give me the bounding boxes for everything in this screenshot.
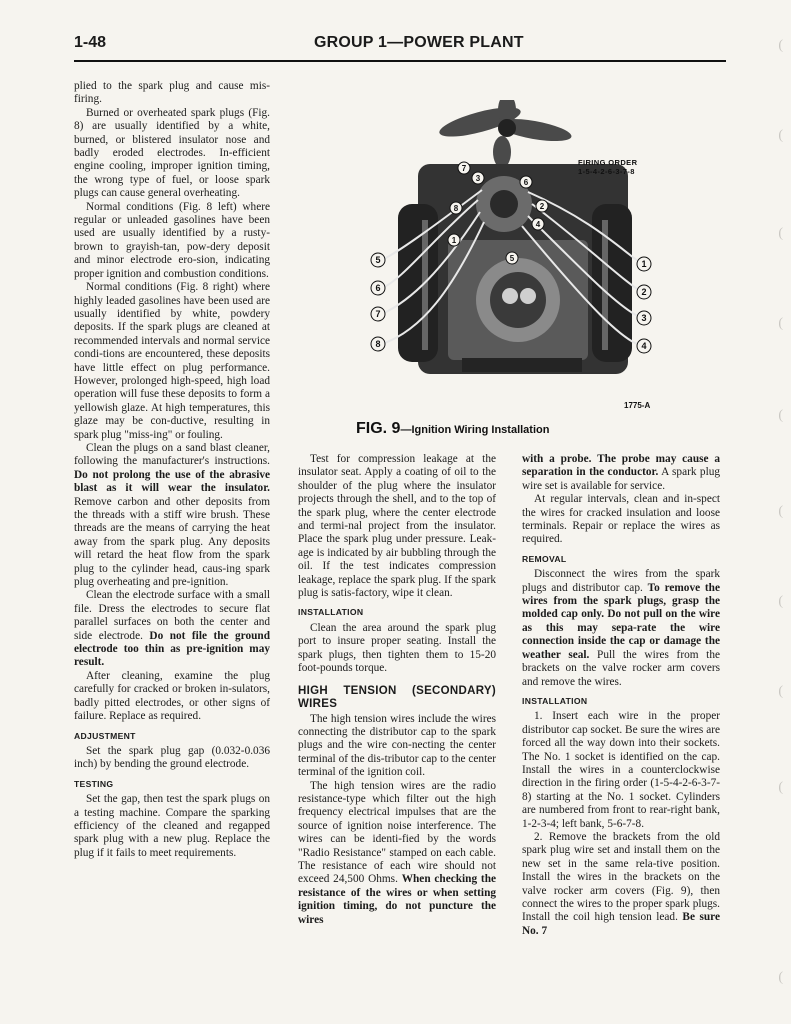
figure-number: FIG. 9 bbox=[356, 420, 401, 437]
svg-text:2: 2 bbox=[539, 202, 545, 211]
text-column-2 bbox=[298, 453, 496, 927]
subheading-adjustment: ADJUSTMENT bbox=[74, 730, 136, 741]
paragraph: Normal conditions (Fig. 8 right) where highly leaded gasolines have been used are usually identified by white, powdery deposits. If the spark plugs are cleaned at recommended intervals and normal service condi-tions are encountered, these deposits have little effect on plug performance. However, prolonged high-speed, high load operation will fuse these deposits to form a yellowish glaze. At high temperatures, this glaze may be con-ductive, resulting in spark plug "miss-ing" or fouling. bbox=[74, 281, 270, 441]
warning-text: Do not file the ground electrode too thin as pre-ignition may result. bbox=[74, 629, 270, 669]
figure-caption-text: —Ignition Wiring Installation bbox=[400, 424, 550, 436]
paragraph: The high tension wires are the radio resistance-type which filter out the high frequency electrical impulses that are the source of ignition noise interference. The wires can be identi-fied by the words "Radio Resistance" stamped on each cable. The resistance of each wire should not exceed 24,500 Ohms. When checking the resistance of the wires or when setting ignition timing, do not puncture the wires bbox=[298, 779, 496, 926]
figure-caption bbox=[356, 420, 549, 438]
callout-left-5 bbox=[371, 253, 385, 267]
paragraph: Clean the area around the spark plug port to insure proper seating. Install the spark plugs, then tighten them to 15-20 foot-pounds torque. bbox=[298, 621, 496, 675]
dist-label-7 bbox=[458, 162, 470, 174]
subheading-installation: INSTALLATION bbox=[522, 695, 588, 706]
warning-text: To remove the wires from the spark plugs, grasp the molded cap only. Do not pull on the wire as this may sepa-rate the wire connection inside the cap or damage the weather seal. bbox=[522, 581, 720, 661]
subheading-installation: INSTALLATION bbox=[298, 607, 364, 618]
paragraph: Test for compression leakage at the insulator seat. Apply a coating of oil to the shoulder of the plug where the insulator projects through the shell, and to the top of the spark plug, where the center electrode and termi-nal project from the insulator. Place the spark plug under pressure. Leak-age is indicated by air bubbling through the oil. If the test indicates compression leakage, replace the spark plug. If the spark plug is satis-factory, wipe it clean. bbox=[298, 453, 496, 600]
figure-code: 1775-A bbox=[624, 401, 651, 410]
warning-text: Do not prolong the use of the abrasive blast as it will wear the insulator. bbox=[74, 468, 270, 495]
svg-text:1: 1 bbox=[451, 236, 457, 245]
svg-text:6: 6 bbox=[375, 283, 381, 293]
svg-text:8: 8 bbox=[375, 339, 381, 349]
section-heading-high-tension-wires: HIGH TENSION (SECONDARY) WIRES bbox=[298, 684, 496, 710]
page-header bbox=[74, 34, 724, 62]
subheading-removal: REMOVAL bbox=[522, 553, 567, 564]
firing-order-label: FIRING ORDER 1-5-4-2-6-3-7-8 bbox=[578, 158, 638, 176]
dist-label-4 bbox=[532, 218, 544, 230]
callout-right-1 bbox=[637, 257, 651, 271]
callout-right-2 bbox=[637, 285, 651, 299]
warning-text: Be sure No. 7 bbox=[522, 911, 720, 937]
svg-text:5: 5 bbox=[375, 255, 381, 265]
text-column-1 bbox=[74, 80, 270, 860]
callout-left-6 bbox=[371, 281, 385, 295]
svg-text:4: 4 bbox=[641, 341, 647, 351]
svg-text:8: 8 bbox=[453, 204, 459, 213]
paragraph: with a probe. The probe may cause a separation in the conductor. A spark plug wire set is available for service. bbox=[522, 453, 720, 492]
paragraph: 1. Insert each wire in the proper distributor cap socket. Be sure the wires are forced all the way down into their sockets. The No. 1 socket is identified on the cap. Install the wires in a counterclockwise direction in the firing order (1-5-4-2-6-3-7-8) starting at the No. 1 socket. Cylinders are numbered from front to rear-right bank, 1-2-3-4; left bank, 5-6-7-8. bbox=[522, 710, 720, 830]
paragraph: Set the spark plug gap (0.032-0.036 inch) by bending the ground electrode. bbox=[74, 744, 270, 771]
svg-text:2: 2 bbox=[641, 287, 647, 297]
paragraph: The high tension wires include the wires connecting the distributor cap to the spark plugs and the wire con-necting the center terminal of the dis-tributor cap to the center terminal of the ignition coil. bbox=[298, 712, 496, 779]
svg-text:7: 7 bbox=[375, 309, 381, 319]
text-column-3 bbox=[522, 453, 720, 938]
dist-label-6 bbox=[520, 176, 532, 188]
paragraph: Clean the plugs on a sand blast cleaner, following the manufacturer's instructions. Do not prolong the use of the abrasive blast as it will wear the insulator. Remove carbon and other deposits from the threads with a stiff wire brush. These threads are the means of carrying the heat away from the spark plug. Any deposits will retard the heat flow from the spark plug to the cylinder head, caus-ing spark plug overheating and pre-ignition. bbox=[74, 441, 270, 589]
svg-text:3: 3 bbox=[475, 174, 481, 183]
callout-right-3 bbox=[637, 311, 651, 325]
callout-right-4 bbox=[637, 339, 651, 353]
paragraph: After cleaning, examine the plug carefully for cracked or broken in-sulators, badly pitted electrodes, or other signs of failure. Replace as required. bbox=[74, 669, 270, 723]
paragraph: At regular intervals, clean and in-spect the wires for cracked insulation and loose terminals. Repair or replace the wires as required. bbox=[522, 493, 720, 546]
svg-text:4: 4 bbox=[535, 220, 541, 229]
warning-text: When checking the resistance of the wires or when setting ignition timing, do not puncture the wires bbox=[298, 873, 496, 926]
svg-text:1: 1 bbox=[641, 259, 647, 269]
svg-text:3: 3 bbox=[641, 313, 647, 323]
dist-label-5 bbox=[506, 252, 518, 264]
paragraph: Burned or overheated spark plugs (Fig. 8) are usually identified by a white, burned, or blistered insulator nose and badly eroded electrodes. In-efficient engine cooling, improper ignition timing, the wrong type of fuel, or loose spark plugs can cause general overheating. bbox=[74, 106, 270, 200]
svg-text:5: 5 bbox=[509, 254, 515, 263]
paragraph: Clean the electrode surface with a small file. Dress the electrodes to secure flat parallel surfaces on both the center and side electrode. Do not file the ground electrode too thin as pre-ignition may result. bbox=[74, 589, 270, 669]
paragraph: plied to the spark plug and cause mis-firing. bbox=[74, 80, 270, 106]
svg-text:7: 7 bbox=[461, 164, 467, 173]
group-title: GROUP 1—POWER PLANT bbox=[314, 34, 524, 51]
dist-label-8 bbox=[450, 202, 462, 214]
subheading-testing: TESTING bbox=[74, 778, 114, 789]
paragraph: Set the gap, then test the spark plugs on a testing machine. Compare the sparking efficiency of the cleaned and regapped spark plug with a new plug. Replace the plug if it fails to meet requirements. bbox=[74, 793, 270, 859]
margin-marks: ( ( ( ( ( ( ( ( ( ( bbox=[778, 38, 783, 985]
firing-order-value: 1-5-4-2-6-3-7-8 bbox=[578, 167, 635, 176]
paragraph: Disconnect the wires from the spark plugs and distributor cap. To remove the wires from the spark plugs, grasp the molded cap only. Do not pull on the wire as this may sepa-rate the wire connection inside the cap or damage the weather seal. Pull the wires from the brackets on the valve rocker arm covers and remove the wires. bbox=[522, 568, 720, 688]
paragraph: 2. Remove the brackets from the old spark plug wire set and install them on the new set in the same rela-tive position. Install the wires in the brackets on the valve rocker arm covers (Fig. 9), then connect the wires to the proper spark plugs. Install the coil high tension lead. Be sure No. 7 bbox=[522, 830, 720, 937]
warning-text: with a probe. The probe may cause a separation in the conductor. bbox=[522, 453, 720, 479]
svg-text:6: 6 bbox=[523, 178, 529, 187]
dist-label-3 bbox=[472, 172, 484, 184]
dist-label-2 bbox=[536, 200, 548, 212]
page-number: 1-48 bbox=[74, 34, 107, 51]
callouts-layer bbox=[352, 100, 678, 422]
figure-ignition-wiring bbox=[352, 100, 678, 422]
callout-left-8 bbox=[371, 337, 385, 351]
dist-label-1 bbox=[448, 234, 460, 246]
paragraph: Normal conditions (Fig. 8 left) where regular or unleaded gasolines have been used are usually identified by a rusty-brown to grayish-tan, pow-dery deposit and minor electrode ero-sion, indicating proper ignition and combustion conditions. bbox=[74, 200, 270, 280]
header-rule bbox=[74, 60, 726, 62]
callout-left-7 bbox=[371, 307, 385, 321]
